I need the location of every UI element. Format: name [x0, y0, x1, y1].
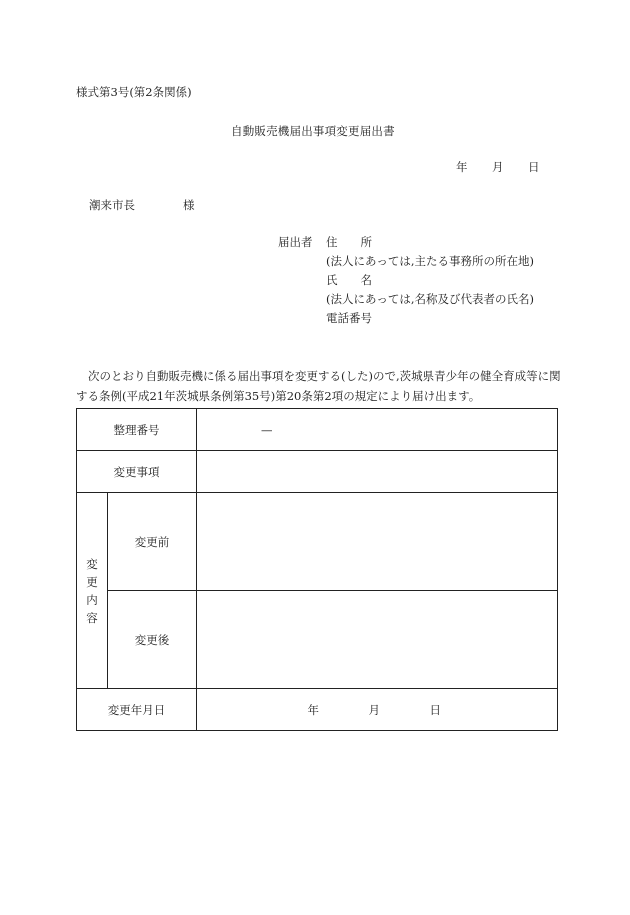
addressee-honorific: 様 [183, 198, 195, 212]
name-note: (法人にあっては,名称及び代表者の氏名) [326, 292, 535, 306]
applicant-label: 届出者 [278, 235, 313, 249]
change-content-char: 更 [86, 574, 98, 589]
table-row [77, 409, 558, 451]
form-number: 様式第3号(第2条関係) [76, 85, 192, 99]
before-change-label: 変更前 [108, 493, 197, 591]
reference-number-value: — [261, 422, 273, 437]
date-year-label: 年 [456, 160, 468, 174]
change-item-label: 変更事項 [77, 451, 197, 493]
change-item-field[interactable] [197, 451, 558, 493]
change-date-field[interactable] [197, 689, 558, 731]
name-label: 氏 名 [326, 273, 372, 287]
change-date-label: 変更年月日 [77, 689, 197, 731]
document-title: 自動販売機届出事項変更届出書 [231, 124, 395, 138]
addressee [89, 198, 195, 212]
change-date-month: 月 [368, 702, 380, 717]
declaration-text: 次のとおり自動販売機に係る届出事項を変更する(した)ので,茨城県青少年の健全育成等に関する条例(平成21年茨城県条例第35号)第20条第2項の規定により届け出ます。 [76, 369, 561, 403]
address-note: (法人にあっては,主たる事務所の所在地) [326, 254, 535, 268]
change-form-table [76, 408, 558, 731]
change-content-label [77, 493, 108, 689]
reference-number-field[interactable] [197, 409, 558, 451]
address-label: 住 所 [326, 235, 372, 249]
addressee-name: 潮来市長 [89, 198, 135, 212]
before-change-field[interactable] [197, 493, 558, 591]
change-content-char: 変 [86, 556, 98, 571]
change-date-day: 日 [429, 702, 441, 717]
change-content-char: 内 [86, 592, 98, 607]
date-day-label: 日 [528, 160, 540, 174]
reference-number-label: 整理番号 [77, 409, 197, 451]
table-row [77, 451, 558, 493]
date-month-label: 月 [492, 160, 504, 174]
table-row [77, 591, 558, 689]
change-date-year: 年 [307, 702, 319, 717]
phone-label: 電話番号 [326, 311, 372, 325]
change-content-char: 容 [86, 610, 98, 625]
after-change-field[interactable] [197, 591, 558, 689]
after-change-label: 変更後 [108, 591, 197, 689]
table-row [77, 493, 558, 591]
table-row [77, 689, 558, 731]
